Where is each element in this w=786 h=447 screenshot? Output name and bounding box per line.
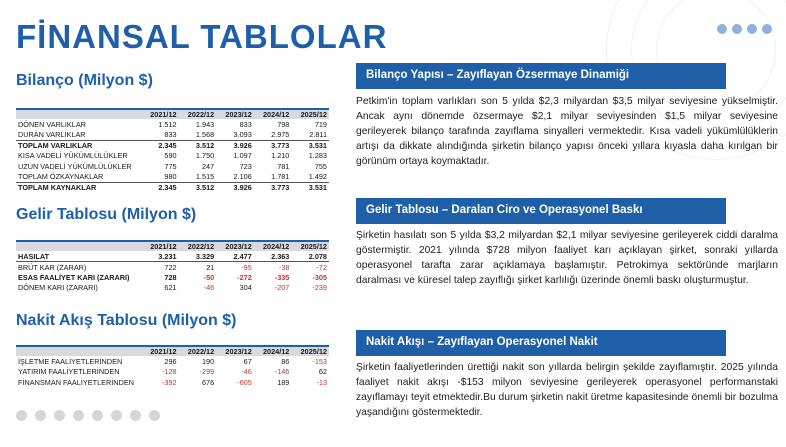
year-header: 2023/12 bbox=[216, 346, 254, 356]
row-label: TOPLAM KAYNAKLAR bbox=[18, 183, 97, 192]
row-label: TOPLAM VARLIKLAR bbox=[18, 141, 93, 150]
cell: -305 bbox=[312, 272, 327, 282]
table-header-row bbox=[16, 109, 329, 119]
cell: -335 bbox=[274, 272, 290, 282]
cell: 1.781 bbox=[254, 172, 292, 183]
cell: 2.078 bbox=[291, 251, 329, 262]
cell: 621 bbox=[164, 283, 177, 293]
cell: -272 bbox=[237, 272, 252, 282]
income-table bbox=[16, 240, 329, 293]
cell: 3.531 bbox=[308, 141, 327, 150]
row-label: DÖNEN VARLIKLAR bbox=[18, 119, 86, 129]
cell: 2.345 bbox=[158, 183, 177, 192]
section-heading-income: Gelir Tablosu – Daralan Ciro ve Operasyonel Baskı bbox=[356, 198, 726, 224]
year-header: 2025/12 bbox=[291, 109, 329, 119]
cell: 3.926 bbox=[233, 141, 252, 150]
cell: 1.097 bbox=[233, 151, 252, 161]
cell: 3.531 bbox=[308, 183, 327, 192]
cell: 775 bbox=[164, 161, 177, 171]
year-header: 2025/12 bbox=[291, 241, 329, 251]
year-header: 2021/12 bbox=[141, 109, 179, 119]
row-label: KISA VADELİ YÜKÜMLÜLÜKLER bbox=[18, 151, 128, 161]
cell: -605 bbox=[237, 377, 252, 387]
row-label: DURAN VARLIKLAR bbox=[16, 130, 141, 141]
table-row bbox=[16, 367, 329, 378]
cell: -153 bbox=[312, 356, 327, 366]
section-text-income: Şirketin hasılatı son 5 yılda $3,2 milyardan $2,1 milyar seviyesine gerileyerek ciddi daralma göstermiştir. 2021 yılında $728 milyon faaliyet karı açıklayan şirket, sonraki yıllarda operasyonel tarafta zarar açıklamaya başlamıştır. Petrokimya sektöründe marjların daralması ve küresel talep zayıflığı şirket karlılığı üzerinde önemli baskı oluşturmuştur. bbox=[356, 230, 778, 287]
year-header: 2021/12 bbox=[141, 346, 179, 356]
cell: -46 bbox=[203, 283, 215, 293]
income-title: Gelir Tablosu (Milyon $) bbox=[16, 206, 197, 223]
cell: 1.283 bbox=[308, 151, 327, 161]
cell: -128 bbox=[161, 367, 177, 377]
decorative-dots-bottom bbox=[16, 410, 160, 421]
section-text-balance: Petkim'in toplam varlıkları son 5 yılda $2,3 milyardan $3,5 milyar seviyesine yükselmiştir. Ancak aynı dönemde özsermaye $2,1 milyar seviyesinden $1,5 milyar seviyesine gerileyerek bilanço tarafında zayıflama sinyalleri vermektedir. Kısa vadeli yükümlülüklerin artışı da dikkate alındığında şirketin bilanço yapısı önceki yıllara kıyasla daha kırılgan bir görünüm ortaya koymaktadır. bbox=[356, 96, 778, 168]
cell: 2.477 bbox=[216, 251, 254, 262]
section-text-cashflow: Şirketin faaliyetlerinden ürettiği nakit son yıllarda belirgin şekilde zayıflamıştır. 2025 yılında faaliyet nakit akışı -$153 milyon seviyesine gerileyerek operasyonel performanstaki zayıflamayı teyit etmektedir.Bu durum şirketin nakit üretme kapasitesinde önemli bir bozulma yaşandığını göstermektedir. bbox=[356, 362, 778, 419]
cell: 798 bbox=[277, 119, 290, 129]
cell: 1.210 bbox=[271, 151, 290, 161]
cell: 1.943 bbox=[195, 119, 215, 129]
row-label: HASILAT bbox=[16, 251, 141, 262]
cell: -38 bbox=[278, 262, 290, 272]
cashflow-title: Nakit Akış Tablosu (Milyon $) bbox=[16, 312, 237, 329]
cell: -146 bbox=[274, 367, 290, 377]
table-row bbox=[16, 172, 329, 183]
year-header: 2022/12 bbox=[179, 109, 217, 119]
cell: 1.515 bbox=[179, 172, 217, 183]
cell: 67 bbox=[243, 356, 252, 366]
cell: 304 bbox=[239, 283, 252, 293]
cell: 722 bbox=[164, 262, 177, 272]
cell: 3.512 bbox=[195, 183, 215, 192]
table-row bbox=[16, 161, 329, 172]
row-label: BRÜT KAR (ZARAR) bbox=[18, 262, 87, 272]
cell: -50 bbox=[203, 272, 215, 282]
cell: 590 bbox=[164, 151, 177, 161]
section-heading-balance: Bilanço Yapısı – Zayıflayan Özsermaye Dinamiği bbox=[356, 63, 726, 89]
row-label: ESAS FAALİYET KARI (ZARARI) bbox=[18, 272, 130, 282]
cell: 3.773 bbox=[271, 183, 290, 192]
cell: 1.568 bbox=[179, 130, 217, 141]
year-header: 2024/12 bbox=[254, 241, 292, 251]
decorative-dots bbox=[717, 24, 772, 34]
table-row bbox=[16, 377, 329, 388]
cell: 1.750 bbox=[195, 151, 215, 161]
cell: 86 bbox=[281, 356, 290, 366]
balance-table bbox=[16, 108, 329, 193]
year-header: 2022/12 bbox=[179, 346, 217, 356]
table-row bbox=[16, 283, 329, 294]
cell: 247 bbox=[202, 161, 215, 171]
row-label: FİNANSMAN FAALİYETLERİNDEN bbox=[18, 377, 134, 387]
cell: 676 bbox=[202, 377, 215, 387]
row-label: TOPLAM ÖZKAYNAKLAR bbox=[16, 172, 141, 183]
table-row bbox=[16, 140, 329, 151]
cell: 3.329 bbox=[179, 251, 217, 262]
cell: 3.512 bbox=[195, 141, 215, 150]
row-label: DÖNEM KARI (ZARARI) bbox=[18, 283, 98, 293]
page-title: FİNANSAL TABLOLAR bbox=[16, 18, 388, 55]
cell: 3.093 bbox=[216, 130, 254, 141]
section-heading-cashflow: Nakit Akışı – Zayıflayan Operasyonel Nakit bbox=[356, 330, 726, 356]
cell: 189 bbox=[277, 377, 290, 387]
row-label: İŞLETME FAALİYETLERİNDEN bbox=[18, 356, 123, 366]
cell: -95 bbox=[241, 262, 252, 272]
cell: 723 bbox=[239, 161, 252, 171]
cell: 2.363 bbox=[254, 251, 292, 262]
table-row bbox=[16, 182, 329, 193]
table-row bbox=[16, 262, 329, 273]
cell: 3.926 bbox=[233, 183, 252, 192]
table-row bbox=[16, 251, 329, 262]
cell: 1.492 bbox=[291, 172, 329, 183]
year-header: 2024/12 bbox=[254, 346, 292, 356]
cell: -46 bbox=[241, 367, 252, 377]
year-header: 2024/12 bbox=[254, 109, 292, 119]
cell: -392 bbox=[161, 377, 177, 387]
year-header: 2022/12 bbox=[179, 241, 217, 251]
cell: 1.512 bbox=[158, 119, 177, 129]
year-header: 2023/12 bbox=[216, 109, 254, 119]
cell: -13 bbox=[316, 377, 327, 387]
balance-title: Bilanço (Milyon $) bbox=[16, 72, 153, 89]
cell: -299 bbox=[199, 367, 215, 377]
year-header: 2021/12 bbox=[141, 241, 179, 251]
row-label: YATIRIM FAALİYETLERİNDEN bbox=[18, 367, 120, 377]
cell: 755 bbox=[314, 161, 327, 171]
cell: 2.811 bbox=[291, 130, 329, 141]
year-header: 2023/12 bbox=[216, 241, 254, 251]
cell: 62 bbox=[318, 367, 327, 377]
row-label: UZUN VADELİ YÜKÜMLÜLÜKLER bbox=[18, 161, 132, 171]
table-row bbox=[16, 119, 329, 130]
cell: 3.773 bbox=[271, 141, 290, 150]
year-header: 2025/12 bbox=[291, 346, 329, 356]
cell: 728 bbox=[164, 272, 177, 282]
cell: 2.106 bbox=[216, 172, 254, 183]
table-header-row bbox=[16, 346, 329, 356]
cell: 833 bbox=[239, 119, 252, 129]
table-row bbox=[16, 151, 329, 162]
table-row bbox=[16, 272, 329, 283]
cell: 21 bbox=[206, 262, 215, 272]
cell: 980 bbox=[141, 172, 179, 183]
table-header-row bbox=[16, 241, 329, 251]
cell: -207 bbox=[274, 283, 290, 293]
cell: 833 bbox=[141, 130, 179, 141]
cashflow-table bbox=[16, 345, 329, 388]
cell: 2.345 bbox=[158, 141, 177, 150]
cell: 2.975 bbox=[254, 130, 292, 141]
table-row bbox=[16, 130, 329, 141]
cell: -72 bbox=[316, 262, 327, 272]
cell: -239 bbox=[312, 283, 327, 293]
cell: 296 bbox=[164, 356, 177, 366]
cell: 3.231 bbox=[141, 251, 179, 262]
cell: 781 bbox=[277, 161, 290, 171]
table-row bbox=[16, 356, 329, 367]
cell: 190 bbox=[202, 356, 215, 366]
cell: 719 bbox=[314, 119, 327, 129]
